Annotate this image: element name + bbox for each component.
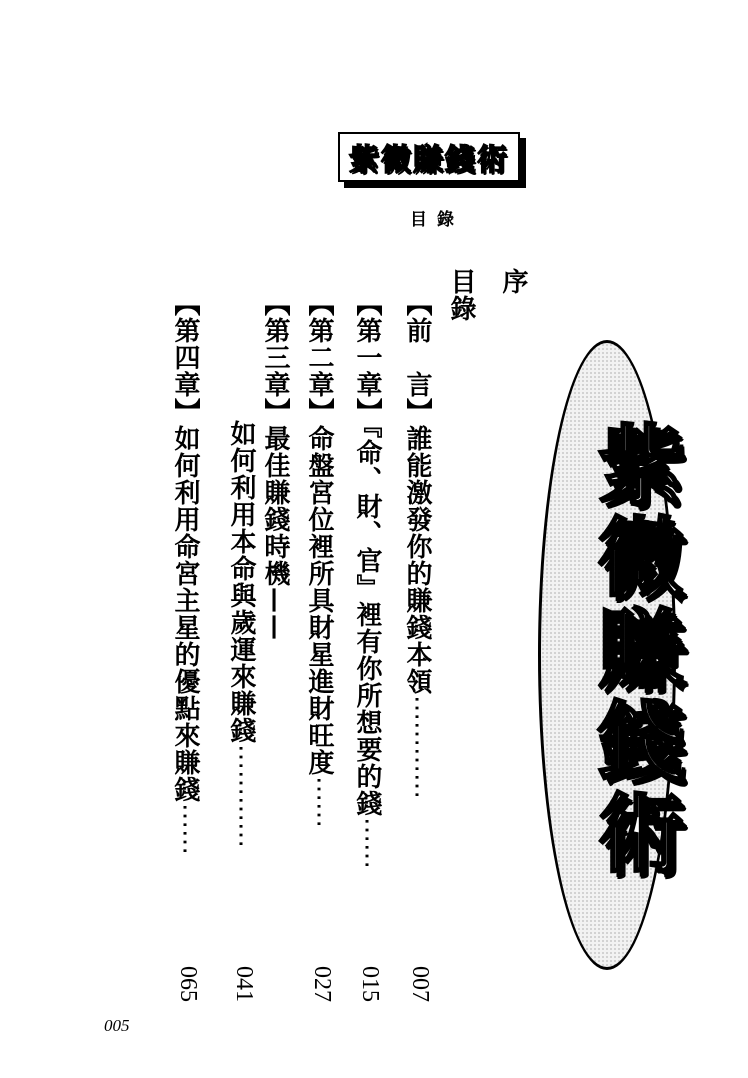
toc-entry-chapter-3 (262, 290, 288, 641)
toc-entry-title: 序 (498, 268, 528, 295)
toc-entry-title: 如何利用命宮主星的優點來賺錢 (170, 425, 200, 803)
toc-entry-chapter-2 (306, 290, 332, 828)
toc-entry-tag: 【第三章】 (260, 290, 290, 425)
leader-dots: ⋯⋯ (304, 776, 334, 828)
toc-heading: 目錄 (410, 210, 464, 230)
toc-entry-chapter-1 (354, 290, 380, 869)
toc-entry-page: 015 (357, 966, 383, 1002)
toc-entry-page: 027 (309, 966, 335, 1002)
toc-entry-title: 目錄 (446, 268, 476, 322)
toc-entry-title: 誰能激發你的賺錢本領 (402, 425, 432, 695)
toc-entry-page: 041 (231, 966, 257, 1002)
toc-entry-page: 007 (407, 966, 433, 1002)
toc-entry-title: 如何利用本命與歲運來賺錢 (226, 420, 256, 744)
toc-entry-contents (448, 268, 474, 322)
leader-dots: ⋯⋯ (170, 803, 200, 855)
toc-entry-title: 『命、財、官』裡有你所想要的錢 (352, 425, 382, 817)
toc-entry-title: 命盤宮位裡所具財星進財旺度 (304, 425, 334, 776)
toc-entry-tag: 【第四章】 (170, 290, 200, 425)
toc-entry-foreword (404, 290, 430, 799)
leader-dots: ⋯⋯⋯⋯ (402, 695, 432, 799)
toc-entry-preface (500, 268, 526, 295)
toc-entry-page: 065 (175, 966, 201, 1002)
book-title: 紫微賺錢術 (349, 143, 509, 178)
toc-entry-tag: 【第二章】 (304, 290, 334, 425)
toc-entry-tag: 【第一章】 (352, 290, 382, 425)
title-banner (538, 340, 683, 970)
toc-entry-chapter-4 (172, 290, 198, 855)
toc-entry-chapter-3-subtitle (228, 420, 254, 848)
banner-title: 紫微賺錢術 (583, 420, 683, 880)
leader-dots: ⋯⋯⋯⋯ (226, 744, 256, 848)
page-number: 005 (104, 1016, 130, 1035)
leader-dots: ⋯⋯ (352, 817, 382, 869)
toc-entry-tag: 【前 言】 (402, 290, 432, 425)
toc-entry-title: 最佳賺錢時機—— (260, 425, 290, 641)
book-title-box (338, 132, 520, 182)
